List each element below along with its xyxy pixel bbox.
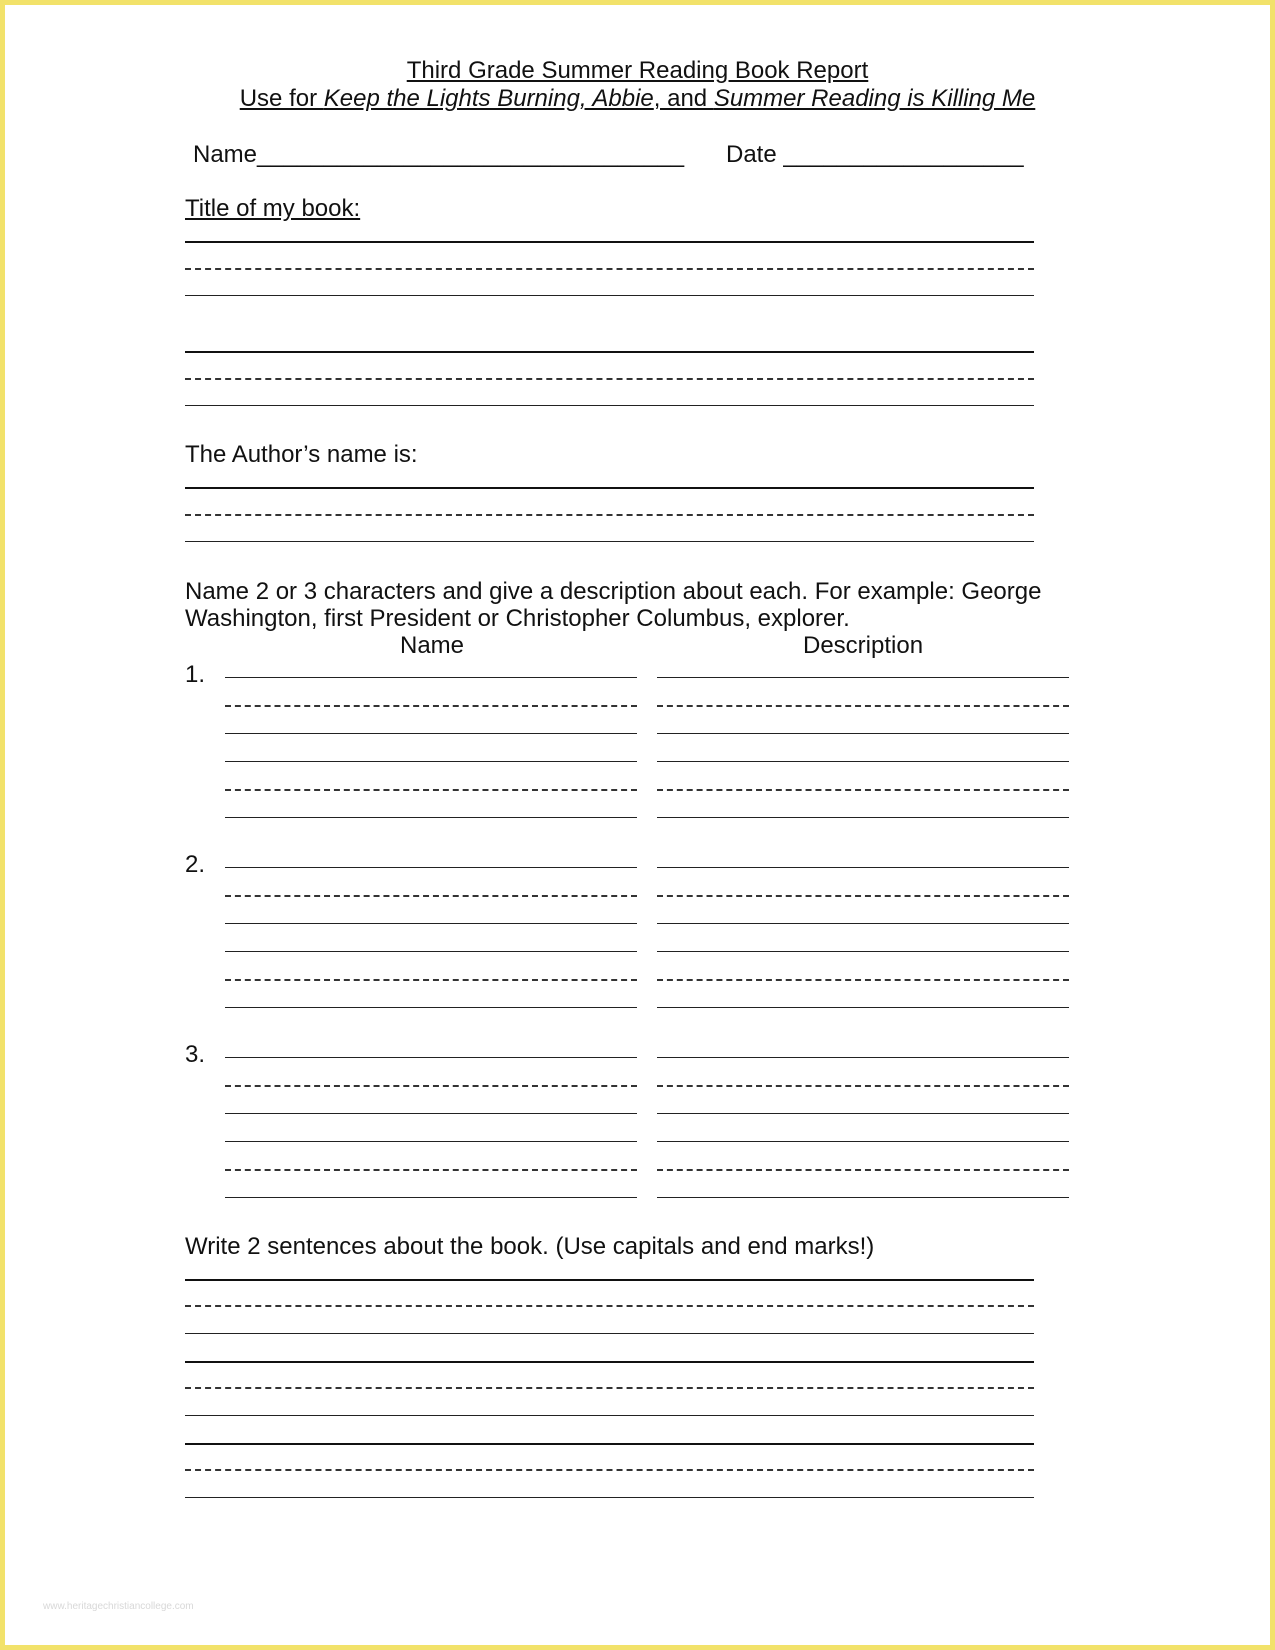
character-description-line: [657, 1141, 1069, 1142]
writing-midline: [185, 378, 1034, 380]
writing-baseline: [185, 1333, 1034, 1334]
character-name-line: [225, 867, 637, 868]
character-name-line: [225, 705, 637, 707]
character-name-line: [225, 761, 637, 762]
writing-midline: [185, 1305, 1034, 1307]
character-description-line: [657, 677, 1069, 678]
writing-line: [185, 351, 1034, 353]
character-description-line: [657, 1113, 1069, 1114]
character-number-2: 2.: [185, 851, 206, 878]
writing-midline: [185, 514, 1034, 516]
author-prompt: The Author’s name is:: [185, 441, 418, 468]
writing-midline: [185, 268, 1034, 270]
character-number-3: 3.: [185, 1041, 206, 1068]
worksheet-page: [5, 5, 1270, 1645]
character-name-line: [225, 923, 637, 924]
subtitle-book1: Keep the Lights Burning, Abbie: [323, 85, 654, 112]
writing-line: [185, 241, 1034, 243]
character-name-line: [225, 895, 637, 897]
character-name-line: [225, 1141, 637, 1142]
character-name-line: [225, 1085, 637, 1087]
character-description-line: [657, 951, 1069, 952]
date-blank[interactable]: __________________: [783, 141, 1024, 168]
character-description-line: [657, 1085, 1069, 1087]
characters-prompt-line2: Washington, first President or Christopher Columbus, explorer.: [185, 605, 850, 632]
writing-baseline: [185, 295, 1034, 296]
character-name-line: [225, 1007, 637, 1008]
character-description-line: [657, 1169, 1069, 1171]
name-blank[interactable]: ________________________________: [257, 141, 685, 168]
writing-midline: [185, 1387, 1034, 1389]
column-header-name: Name: [400, 632, 465, 659]
subtitle-prefix: Use for: [239, 85, 324, 112]
writing-baseline: [185, 541, 1034, 542]
character-description-line: [657, 979, 1069, 981]
character-description-line: [657, 761, 1069, 762]
writing-line: [185, 1361, 1034, 1363]
subtitle-and: , and: [653, 85, 714, 112]
character-name-line: [225, 817, 637, 818]
character-name-line: [225, 951, 637, 952]
character-name-line: [225, 1197, 637, 1198]
character-name-line: [225, 1169, 637, 1171]
writing-baseline: [185, 1415, 1034, 1416]
subtitle-book2: Summer Reading is Killing Me: [713, 85, 1036, 112]
writing-line: [185, 1279, 1034, 1281]
character-name-line: [225, 789, 637, 791]
writing-baseline: [185, 1497, 1034, 1498]
writing-line: [185, 1443, 1034, 1445]
character-description-line: [657, 733, 1069, 734]
character-name-line: [225, 1113, 637, 1114]
writing-baseline: [185, 405, 1034, 406]
character-description-line: [657, 923, 1069, 924]
character-description-line: [657, 1007, 1069, 1008]
writing-line: [185, 487, 1034, 489]
worksheet-title: Third Grade Summer Reading Book Report: [406, 57, 869, 84]
character-description-line: [657, 1197, 1069, 1198]
title-prompt: Title of my book:: [185, 195, 361, 222]
date-field[interactable]: [726, 141, 1024, 169]
character-name-line: [225, 733, 637, 734]
character-description-line: [657, 1057, 1069, 1058]
name-field[interactable]: [193, 141, 684, 169]
character-description-line: [657, 789, 1069, 791]
characters-prompt-line1: Name 2 or 3 characters and give a description about each. For example: George: [185, 578, 1042, 605]
character-description-line: [657, 867, 1069, 868]
sentences-prompt: Write 2 sentences about the book. (Use capitals and end marks!): [185, 1233, 875, 1260]
character-name-line: [225, 677, 637, 678]
character-name-line: [225, 979, 637, 981]
writing-midline: [185, 1469, 1034, 1471]
date-label: Date: [726, 141, 777, 168]
watermark: www.heritagechristiancollege.com: [43, 1601, 194, 1612]
worksheet-subtitle: [5, 85, 1270, 113]
character-name-line: [225, 1057, 637, 1058]
name-label: Name: [193, 141, 258, 168]
character-description-line: [657, 817, 1069, 818]
character-description-line: [657, 895, 1069, 897]
character-number-1: 1.: [185, 661, 206, 688]
character-description-line: [657, 705, 1069, 707]
column-header-description: Description: [803, 632, 924, 659]
